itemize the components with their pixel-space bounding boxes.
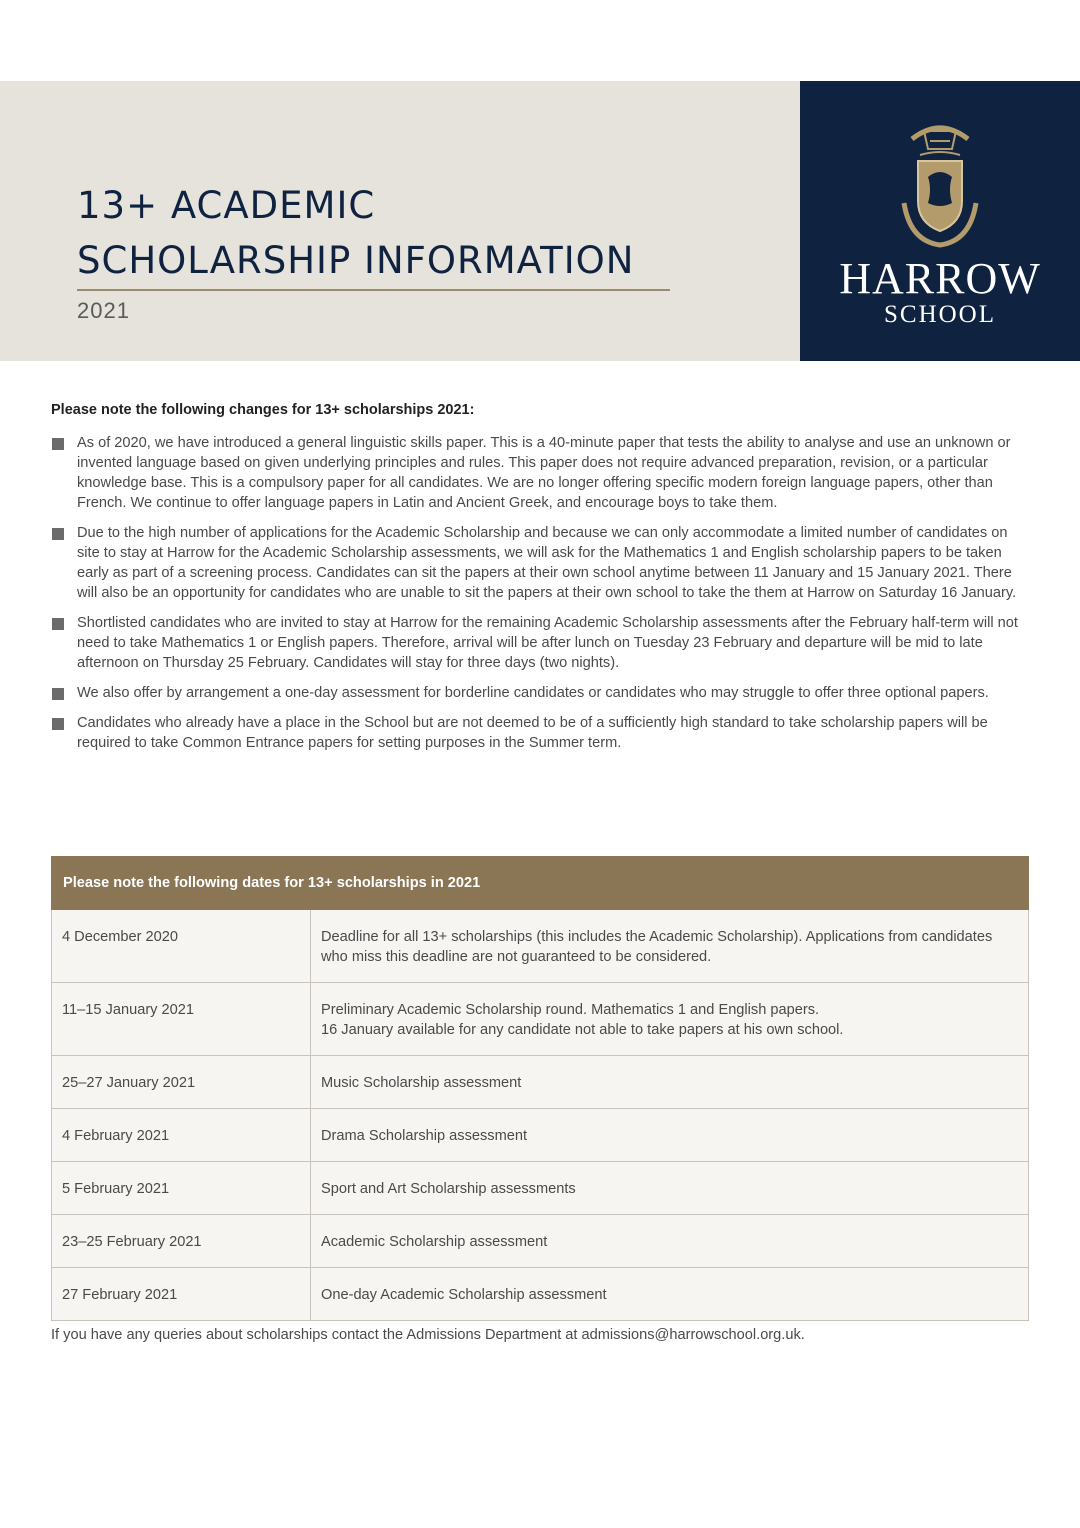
logo-wordmark: HARROW <box>839 254 1041 303</box>
event-cell: One-day Academic Scholarship assessment <box>311 1268 1029 1321</box>
table-row <box>52 1109 1029 1162</box>
event-cell: Academic Scholarship assessment <box>311 1215 1029 1268</box>
page-title-line-1: 13+ ACADEMIC <box>77 184 376 227</box>
list-item-text: We also offer by arrangement a one-day assessment for borderline candidates or candidates who may struggle to offer three optional papers. <box>77 685 989 701</box>
harrow-school-logo <box>800 81 1080 361</box>
date-cell: 25–27 January 2021 <box>52 1056 311 1109</box>
bullet-square-icon <box>52 528 64 540</box>
event-cell: Drama Scholarship assessment <box>311 1109 1029 1162</box>
date-cell: 11–15 January 2021 <box>52 983 311 1056</box>
table-row <box>52 1215 1029 1268</box>
list-item <box>51 683 1031 703</box>
bullet-square-icon <box>52 688 64 700</box>
dates-table <box>51 856 1029 1321</box>
list-item-text: Shortlisted candidates who are invited to stay at Harrow for the remaining Academic Scholarship assessments after the February half-term will not need to take Mathematics 1 or English papers. Therefore, arrival will be after lunch on Tuesday 23 February and departure will be mid to late afternoon on Thursday 25 February. Candidates will stay for three days (two nights). <box>77 615 1018 671</box>
table-row <box>52 910 1029 983</box>
logo-subwordmark: SCHOOL <box>883 301 996 328</box>
event-cell: Deadline for all 13+ scholarships (this includes the Academic Scholarship). Applications from candidates who miss this deadline are not guaranteed to be considered. <box>311 910 1029 983</box>
bullet-square-icon <box>52 618 64 630</box>
table-row <box>52 983 1029 1056</box>
event-cell: Sport and Art Scholarship assessments <box>311 1162 1029 1215</box>
page-title <box>77 178 634 288</box>
date-cell: 5 February 2021 <box>52 1162 311 1215</box>
school-crest-icon <box>890 119 990 249</box>
date-cell: 4 February 2021 <box>52 1109 311 1162</box>
date-cell: 4 December 2020 <box>52 910 311 983</box>
event-cell <box>311 983 1029 1056</box>
date-cell: 27 February 2021 <box>52 1268 311 1321</box>
list-item-text: Due to the high number of applications for the Academic Scholarship and because we can only accommodate a limited number of candidates on site to stay at Harrow for the Academic Scholarship assessments, we will ask for the Mathematics 1 and English scholarship papers to be taken early as part of a screening process. Candidates can sit the papers at their own school anytime between 11 January and 15 January 2021. There will also be an opportunity for candidates who are unable to sit the papers at their own school to take the them at Harrow on Saturday 16 January. <box>77 525 1017 601</box>
table-row <box>52 1056 1029 1109</box>
dates-table-heading: Please note the following dates for 13+ scholarships in 2021 <box>52 857 1029 910</box>
year-label: 2021 <box>77 298 130 323</box>
event-line-2: 16 January available for any candidate not able to take papers at his own school. <box>321 1022 844 1038</box>
event-cell: Music Scholarship assessment <box>311 1056 1029 1109</box>
changes-list <box>51 433 1031 763</box>
date-cell: 23–25 February 2021 <box>52 1215 311 1268</box>
table-row <box>52 1162 1029 1215</box>
list-item <box>51 613 1031 673</box>
event-line-1: Preliminary Academic Scholarship round. Mathematics 1 and English papers. <box>321 1002 820 1018</box>
contact-note: If you have any queries about scholarships contact the Admissions Department at admissions@harrowschool.org.uk. <box>51 1327 805 1343</box>
list-item <box>51 523 1031 603</box>
title-divider <box>77 289 670 291</box>
table-row <box>52 1268 1029 1321</box>
bullet-square-icon <box>52 438 64 450</box>
list-item <box>51 433 1031 513</box>
list-item-text: Candidates who already have a place in the School but are not deemed to be of a sufficiently high standard to take scholarship papers will be required to take Common Entrance papers for setting purposes in the Summer term. <box>77 715 988 751</box>
list-item-text: As of 2020, we have introduced a general linguistic skills paper. This is a 40-minute paper that tests the ability to analyse and use an unknown or invented language based on given underlying principles and rules. This paper does not require advanced preparation, revision, or a particular knowledge base. This is a compulsory paper for all candidates. We are no longer offering specific modern foreign language papers, other than French. We continue to offer language papers in Latin and Ancient Greek, and encourage boys to take them. <box>77 435 1011 511</box>
bullet-square-icon <box>52 718 64 730</box>
page-title-line-2: SCHOLARSHIP INFORMATION <box>77 239 635 282</box>
list-item <box>51 713 1031 753</box>
changes-heading: Please note the following changes for 13+ scholarships 2021: <box>51 402 475 418</box>
